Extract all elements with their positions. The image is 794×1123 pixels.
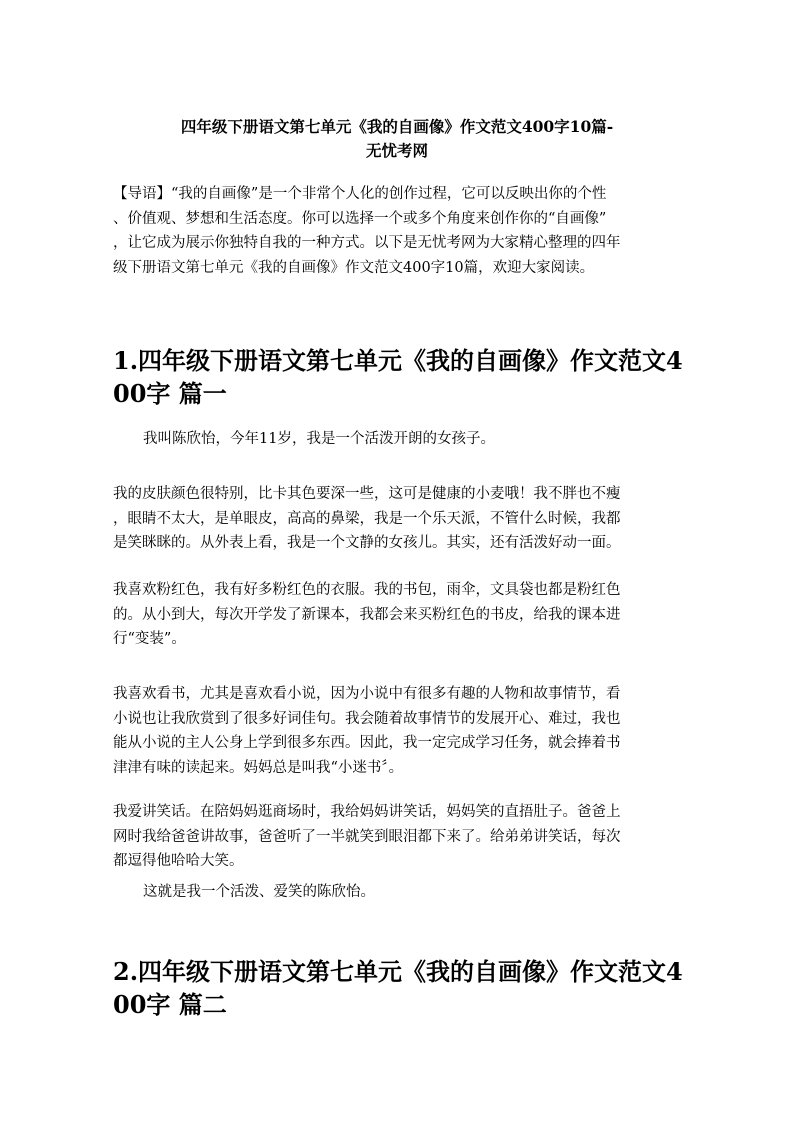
- section-heading-2: [113, 955, 688, 1021]
- heading-line: 1.四年级下册语文第七单元《我的自画像》作文范文4: [113, 346, 683, 375]
- title-line: 无忧考网: [365, 141, 428, 160]
- paragraph-line: 能从小说的主人公身上学到很多东西。因此，我一定完成学习任务，就会捧着书: [113, 735, 621, 751]
- paragraph-2: [113, 482, 681, 556]
- paragraph-line: 是笑眯眯的。从外表上看，我是一个文静的女孩儿。其实，还有活泼好动一面。: [113, 535, 621, 551]
- paragraph-line: 我喜欢粉红色，我有好多粉红色的衣服。我的书包，雨伞，文具袋也都是粉红色: [113, 582, 621, 598]
- paragraph-3: [113, 578, 681, 652]
- paragraph-line: 都逗得他哈哈大笑。: [113, 853, 244, 869]
- paragraph-line: 行“变装”。: [113, 631, 186, 647]
- paragraph-line: 网时我给爸爸讲故事，爸爸听了一半就笑到眼泪都下来了。给弟弟讲笑话，每次: [113, 828, 621, 845]
- section-heading-1: [113, 344, 688, 410]
- document-title: [113, 115, 681, 163]
- paragraph-line: 津津有味的读起来。妈妈总是叫我“小迷书〞。: [113, 759, 404, 776]
- title-line: 四年级下册语文第七单元《我的自画像》作文范文400字10篇-: [180, 117, 614, 136]
- intro-line: 、价值观、梦想和生活态度。你可以选择一个或多个角度来创作你的“自画像”: [113, 210, 607, 227]
- intro-line: ，让它成为展示你独特自我的一种方式。以下是无忧考网为大家精心整理的四年: [113, 235, 621, 251]
- intro-line: 【导语】“我的自画像”是一个非常个人化的创作过程，它可以反映出你的个性: [113, 186, 607, 202]
- paragraph-line: 我叫陈欣怡，今年11岁，我是一个活泼开朗的女孩子。: [143, 431, 495, 447]
- heading-line: 00字 篇二: [113, 990, 227, 1019]
- paragraph-line: 我喜欢看书，尤其是喜欢看小说，因为小说中有很多有趣的人物和故事情节，看: [113, 686, 621, 702]
- paragraph-1: [113, 427, 711, 452]
- heading-line: 2.四年级下册语文第七单元《我的自画像》作文范文4: [113, 957, 683, 986]
- paragraph-line: 我爱讲笑话。在陪妈妈逛商场时，我给妈妈讲笑话，妈妈笑的直捂肚子。爸爸上: [113, 804, 621, 820]
- heading-line: 00字 篇一: [113, 379, 227, 408]
- intro-paragraph: [113, 182, 681, 280]
- intro-line: 级下册语文第七单元《我的自画像》作文范文400字10篇，欢迎大家阅读。: [113, 259, 595, 276]
- paragraph-6: [113, 880, 711, 905]
- paragraph-5: [113, 800, 681, 874]
- paragraph-line: 这就是我一个活泼、爱笑的陈欣怡。: [143, 884, 375, 900]
- paragraph-line: 小说也让我欣赏到了很多好词佳句。我会随着故事情节的发展开心、难过，我也: [113, 710, 621, 727]
- paragraph-line: 我的皮肤颜色很特别，比卡其色要深一些，这可是健康的小麦哦！我不胖也不瘦: [113, 486, 621, 502]
- paragraph-line: ，眼睛不太大，是单眼皮，高高的鼻梁，我是一个乐天派，不管什么时候，我都: [113, 510, 621, 527]
- paragraph-line: 的。从小到大，每次开学发了新课本，我都会来买粉红色的书皮，给我的课本进: [113, 606, 621, 623]
- paragraph-4: [113, 682, 681, 780]
